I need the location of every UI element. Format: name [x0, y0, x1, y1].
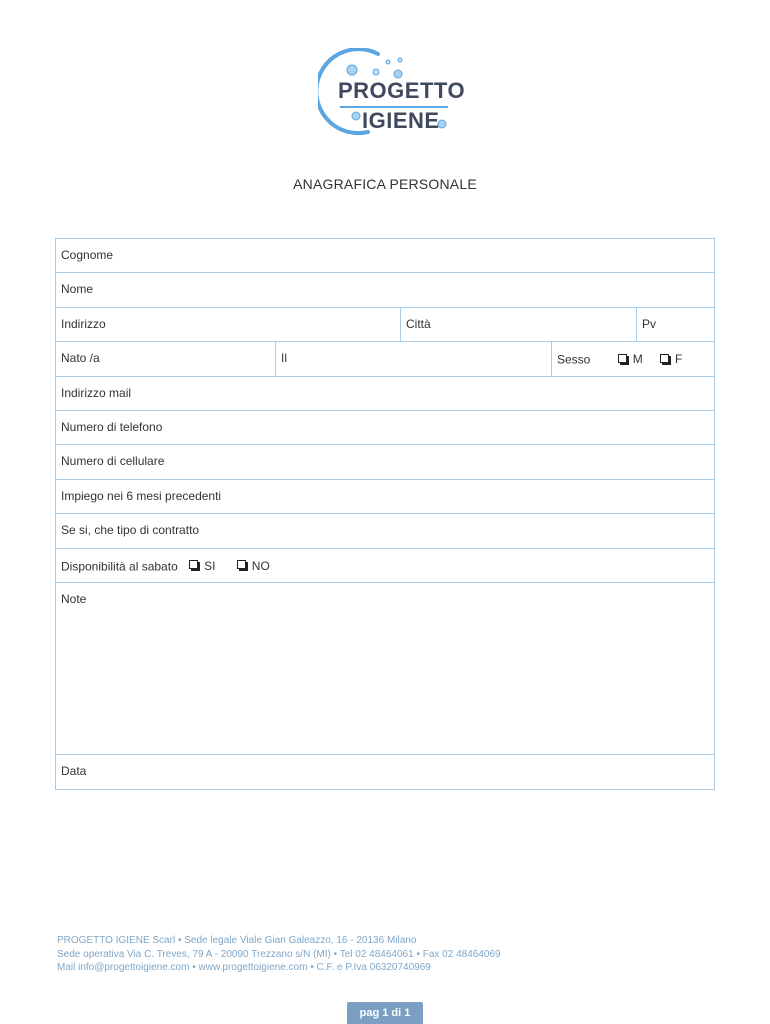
mail-label: Indirizzo mail	[61, 385, 132, 400]
citta-label: Città	[406, 316, 431, 331]
note-field[interactable]	[56, 583, 714, 754]
cognome-field[interactable]	[56, 239, 714, 272]
disponibilita-si-label: SI	[204, 558, 216, 573]
disponibilita-si-option[interactable]	[189, 559, 215, 573]
data-field[interactable]	[56, 755, 714, 789]
logo-word-igiene: IGIENE	[362, 108, 440, 133]
row-cognome	[56, 239, 714, 273]
footer-line-2: Sede operativa Via C. Treves, 79 A - 20090 Trezzano s/N (MI) • Tel 02 48464061 • Fax 02 48464069	[57, 948, 501, 960]
il-field[interactable]	[275, 342, 551, 375]
row-contratto	[56, 514, 714, 548]
row-indirizzo	[56, 308, 714, 342]
sesso-m-option[interactable]	[618, 352, 643, 366]
logo-word-progetto: PROGETTO	[338, 78, 466, 103]
footer	[57, 934, 501, 975]
citta-field[interactable]	[400, 308, 636, 341]
personal-data-form	[55, 238, 715, 790]
row-impiego	[56, 480, 714, 514]
checkbox-icon[interactable]	[618, 354, 627, 363]
checkbox-icon[interactable]	[660, 354, 669, 363]
cognome-label: Cognome	[61, 248, 114, 262]
il-label: Il	[281, 351, 287, 366]
contratto-field[interactable]	[56, 514, 714, 547]
telefono-label: Numero di telefono	[61, 419, 163, 434]
footer-line-1: PROGETTO IGIENE Scarl • Sede legale Viale Gian Galeazzo, 16 - 20136 Milano	[57, 935, 417, 946]
sesso-field	[551, 342, 714, 375]
row-telefono	[56, 411, 714, 445]
sesso-f-label: F	[675, 352, 683, 367]
sesso-m-label: M	[632, 352, 643, 367]
disponibilita-field	[56, 549, 714, 582]
data-label: Data	[61, 763, 87, 778]
row-nascita	[56, 342, 714, 376]
disponibilita-no-option[interactable]	[237, 559, 270, 573]
row-cellulare	[56, 445, 714, 479]
pv-field[interactable]	[636, 308, 714, 341]
cellulare-label: Numero di cellulare	[61, 454, 165, 469]
impiego-label: Impiego nei 6 mesi precedenti	[61, 488, 222, 503]
row-mail	[56, 377, 714, 411]
page-title: ANAGRAFICA PERSONALE	[293, 176, 477, 192]
row-data	[56, 755, 714, 789]
progetto-igiene-logo	[318, 48, 466, 140]
sesso-label: Sesso	[557, 352, 591, 367]
nome-label: Nome	[61, 282, 94, 297]
row-note	[56, 583, 714, 755]
page-number-badge: pag 1 di 1	[347, 1002, 423, 1024]
nato-field[interactable]	[56, 342, 275, 375]
nome-field[interactable]	[56, 273, 714, 306]
impiego-field[interactable]	[56, 480, 714, 513]
disponibilita-no-label: NO	[251, 558, 270, 573]
note-label: Note	[61, 591, 87, 606]
cellulare-field[interactable]	[56, 445, 714, 478]
telefono-field[interactable]	[56, 411, 714, 444]
mail-field[interactable]	[56, 377, 714, 410]
row-disponibilita	[56, 549, 714, 583]
contratto-label: Se si, che tipo di contratto	[61, 523, 200, 538]
indirizzo-field[interactable]	[56, 308, 400, 341]
nato-label: Nato /a	[61, 351, 100, 366]
checkbox-icon[interactable]	[237, 560, 246, 569]
indirizzo-label: Indirizzo	[61, 316, 106, 331]
row-nome	[56, 273, 714, 307]
checkbox-icon[interactable]	[189, 560, 198, 569]
disponibilita-label: Disponibilità al sabato	[61, 559, 178, 574]
pv-label: Pv	[642, 316, 657, 331]
sesso-f-option[interactable]	[660, 352, 682, 366]
footer-line-3: Mail info@progettoigiene.com • www.progettoigiene.com • C.F. e P.Iva 06320740969	[57, 962, 431, 973]
